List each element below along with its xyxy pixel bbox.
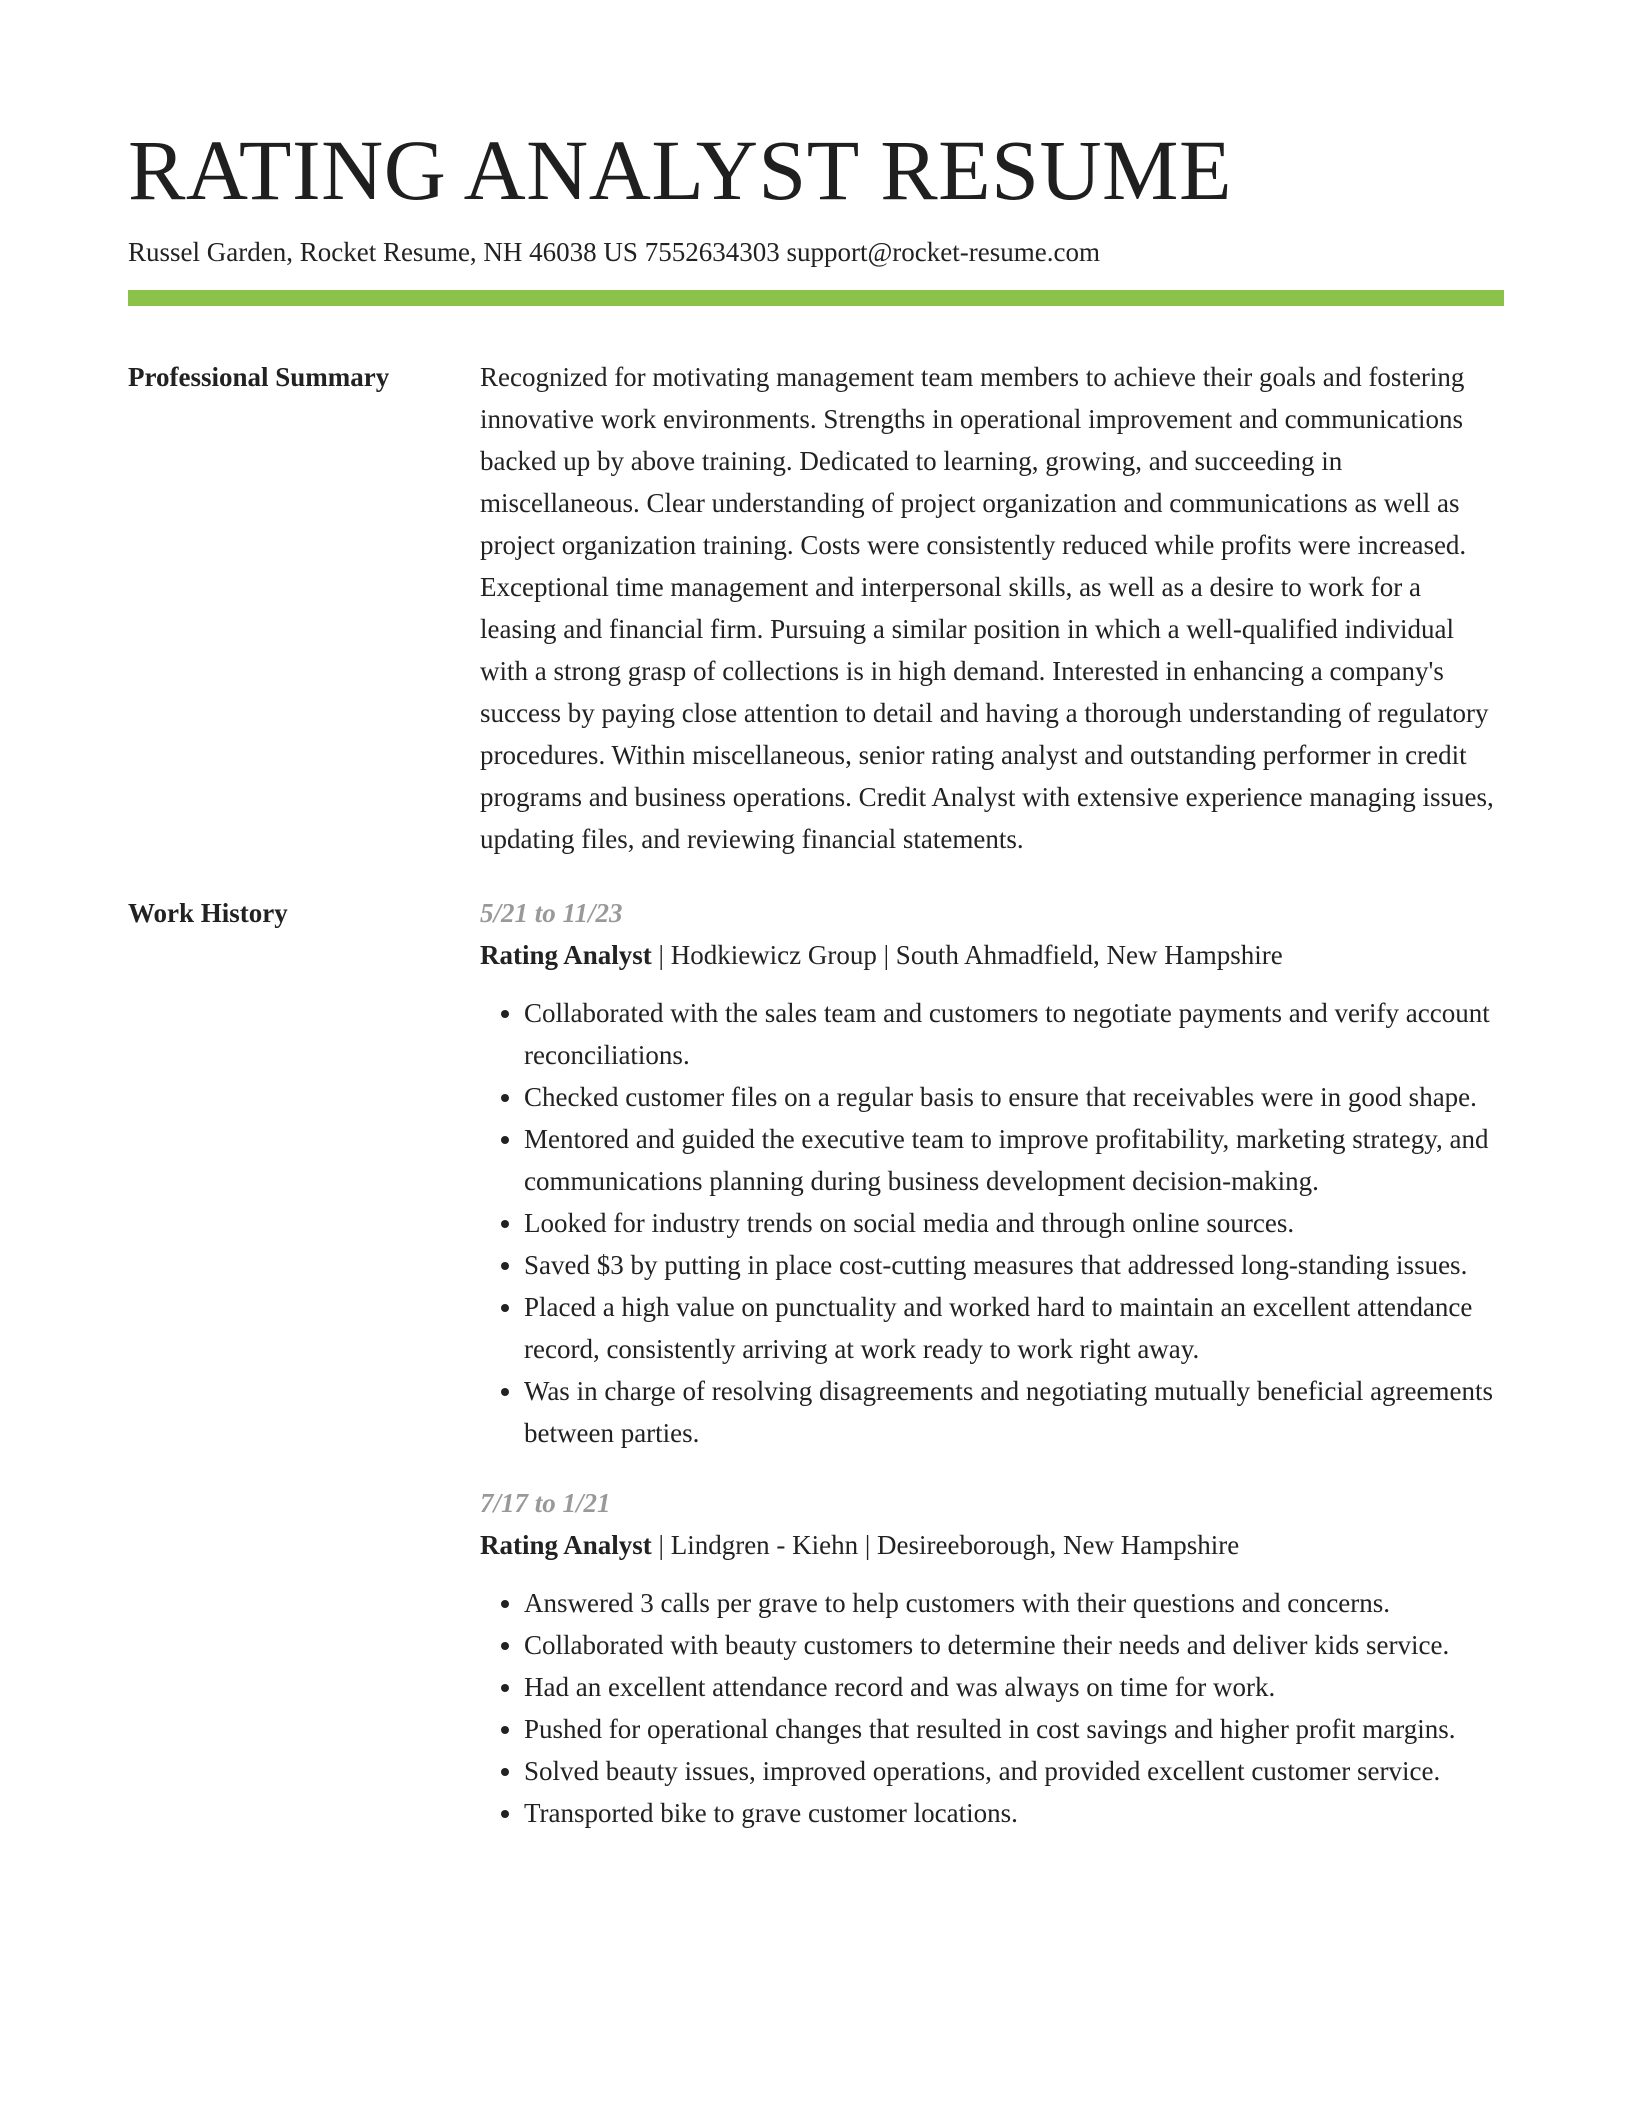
section-label-work: Work History — [128, 898, 288, 928]
job-bullet: • Placed a high value on punctuality and worked hard to maintain an excellent attendance record, consistently arriving at work ready to work right away. — [524, 1286, 1504, 1370]
job-title-line — [480, 1524, 1504, 1566]
work-history-section — [128, 892, 1504, 1834]
summary-text: Recognized for motivating management team members to achieve their goals and fostering innovative work environments. Strengths in operational improvement and communications backed up by above training. Dedicated to learning, growing, and succeeding in miscellaneous. Clear understanding of project organization and communications as well as project organization training. Costs were consistently reduced while profits were increased. Exceptional time management and interpersonal skills, as well as a desire to work for a leasing and financial firm. Pursuing a similar position in which a well-qualified individual with a strong grasp of collections is in high demand. Interested in enhancing a company's success by paying close attention to detail and having a thorough understanding of regulatory procedures. Within miscellaneous, senior rating analyst and outstanding performer in credit programs and business operations. Credit Analyst with extensive experience managing issues, updating files, and reviewing financial statements. — [480, 362, 1494, 854]
job-bullet: • Transported bike to grave customer locations. — [524, 1792, 1504, 1834]
job-bullets — [480, 992, 1504, 1454]
accent-divider — [128, 290, 1504, 306]
job-bullet: • Saved $3 by putting in place cost-cutting measures that addressed long-standing issues. — [524, 1244, 1504, 1286]
job-bullet: • Collaborated with the sales team and customers to negotiate payments and verify account reconciliations. — [524, 992, 1504, 1076]
job-company-location: | Lindgren - Kiehn | Desireeborough, New Hampshire — [651, 1530, 1240, 1560]
job-bullets — [480, 1582, 1504, 1834]
job-bullet: • Was in charge of resolving disagreements and negotiating mutually beneficial agreements between parties. — [524, 1370, 1504, 1454]
job-bullet: • Checked customer files on a regular basis to ensure that receivables were in good shape. — [524, 1076, 1504, 1118]
job-bullet: • Looked for industry trends on social media and through online sources. — [524, 1202, 1504, 1244]
job-dates: 5/21 to 11/23 — [480, 898, 623, 928]
job-bullet: • Answered 3 calls per grave to help customers with their questions and concerns. — [524, 1582, 1504, 1624]
job-company-location: | Hodkiewicz Group | South Ahmadfield, New Hampshire — [651, 940, 1283, 970]
job-entry — [480, 892, 1504, 1454]
section-label-summary: Professional Summary — [128, 362, 390, 392]
job-bullet: • Pushed for operational changes that resulted in cost savings and higher profit margins. — [524, 1708, 1504, 1750]
resume-page — [128, 118, 1504, 1834]
job-bullet: • Mentored and guided the executive team to improve profitability, marketing strategy, and communications planning during business development decision-making. — [524, 1118, 1504, 1202]
resume-title: RATING ANALYST RESUME — [128, 122, 1233, 218]
work-history-body — [480, 892, 1504, 1834]
job-title-line — [480, 934, 1504, 976]
contact-info: Russel Garden, Rocket Resume, NH 46038 US 7552634303 support@rocket-resume.com — [128, 237, 1100, 267]
professional-summary-section — [128, 356, 1504, 860]
job-title: Rating Analyst — [480, 940, 652, 970]
job-dates: 7/17 to 1/21 — [480, 1488, 611, 1518]
job-entry — [480, 1482, 1504, 1834]
job-bullet: • Solved beauty issues, improved operations, and provided excellent customer service. — [524, 1750, 1504, 1792]
job-title: Rating Analyst — [480, 1530, 652, 1560]
job-bullet: • Had an excellent attendance record and was always on time for work. — [524, 1666, 1504, 1708]
job-bullet: • Collaborated with beauty customers to determine their needs and deliver kids service. — [524, 1624, 1504, 1666]
